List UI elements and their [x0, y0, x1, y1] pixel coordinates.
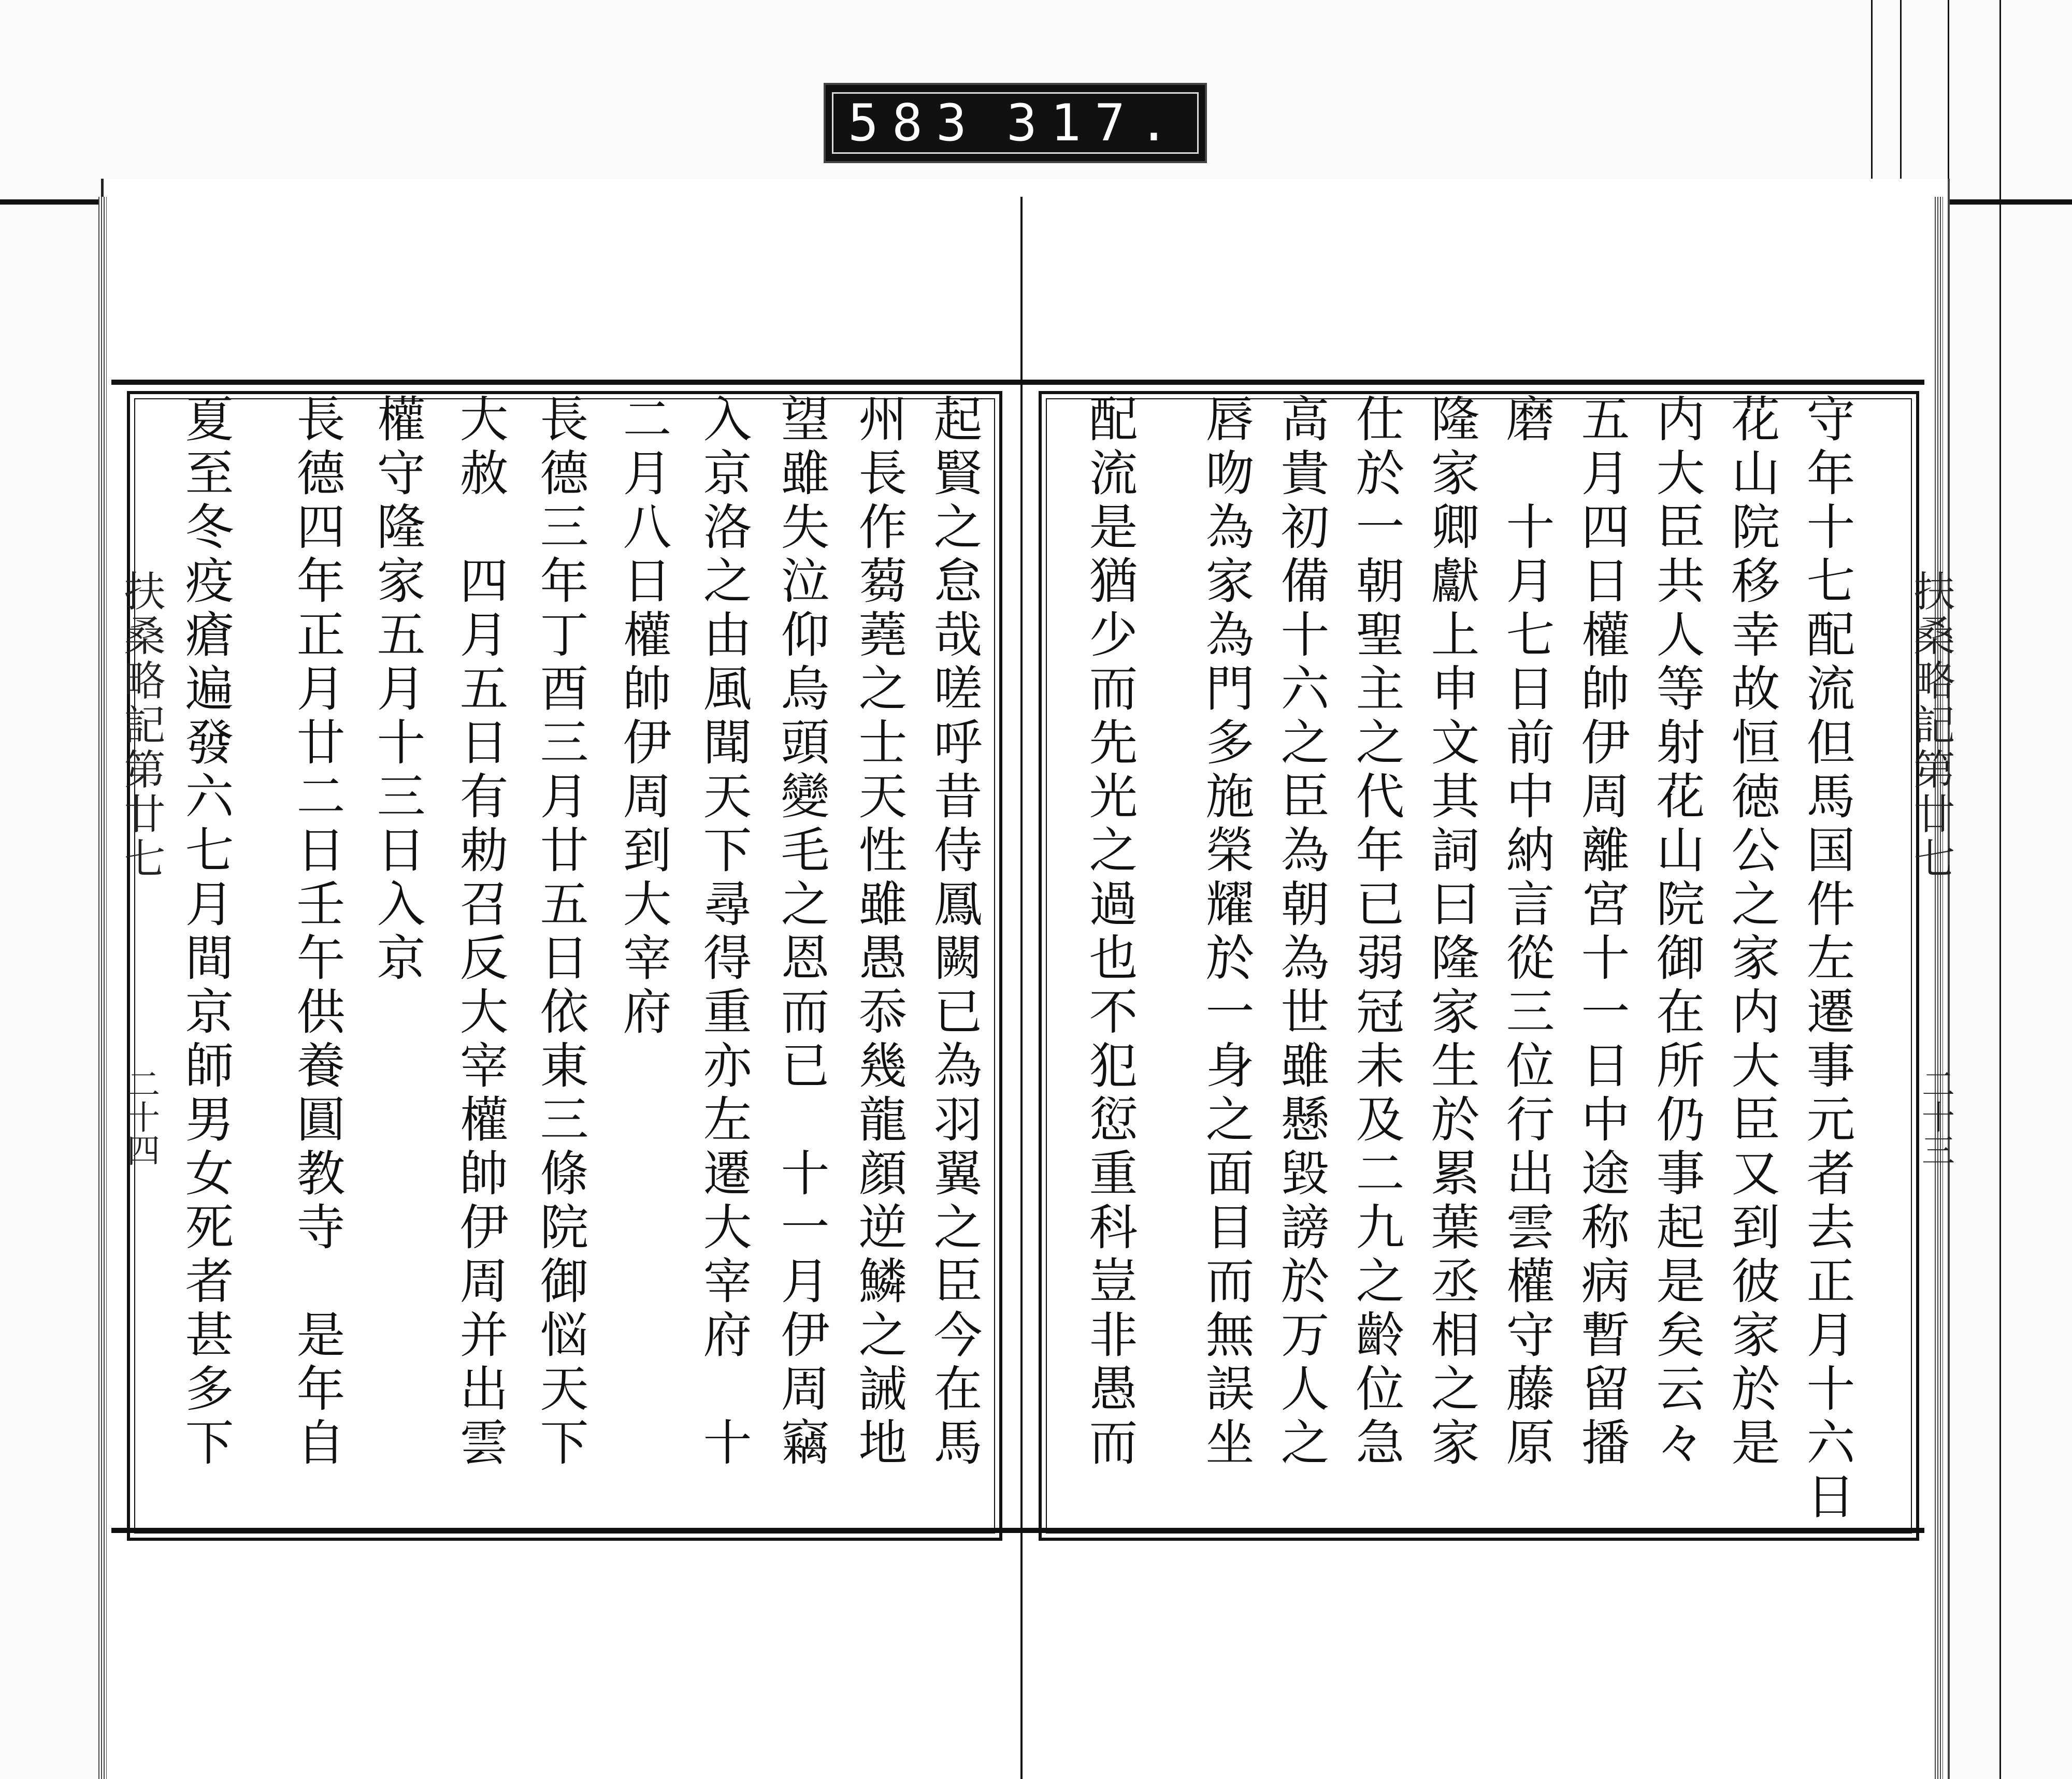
right-column: 唇吻為家為門多施榮耀於一身之面目而無誤坐 [1197, 394, 1254, 1471]
right-column: 高貴初備十六之臣為朝為世雖懸毀謗於万人之 [1272, 394, 1329, 1471]
left-column: 州長作蒭蕘之士天性雖愚忝幾龍顔逆鱗之誡地 [850, 394, 906, 1471]
book-gutter [1020, 197, 1023, 1779]
left-column: 入京洛之由風聞天下尋得重亦左遷大宰府 十 [695, 394, 751, 1471]
right-column: 配流是猶少而先光之過也不犯愆重科豈非愚而 [1081, 394, 1137, 1471]
reel-label [824, 83, 1207, 163]
left-column: 夏至冬疫瘡遍發六七月間京師男女死者甚多下 [177, 394, 233, 1471]
left-column: 起賢之怠哉嗟呼昔侍鳳闕已為羽翼之臣今在馬 [925, 394, 982, 1471]
right-column: 花山院移幸故恒徳公之家内大臣又到彼家於是 [1723, 394, 1779, 1471]
left-page-header: 扶桑略記第廿七 [117, 570, 165, 881]
reel-label-right: 317. [1006, 93, 1183, 153]
scan-edge-line [1999, 0, 2001, 1779]
right-page-header: 扶桑略記第廿七 [1907, 570, 1955, 881]
left-page-number: 二十四 [121, 1067, 160, 1166]
left-column: 二月八日權帥伊周到大宰府 [614, 394, 671, 1040]
left-column: 大赦 四月五日有勅召反大宰權帥伊周并出雲 [451, 394, 508, 1471]
right-page-edges [1935, 197, 1943, 1779]
right-text-frame [1039, 391, 1919, 1541]
left-column: 望雖失泣仰烏頭變毛之恩而已 十一月伊周竊 [772, 394, 829, 1471]
top-border-line [111, 380, 1924, 385]
right-column: 五月四日權帥伊周離宮十一日中途称病暫留播 [1573, 394, 1629, 1471]
reel-label-left: 583 [848, 93, 981, 153]
right-column: 内大臣共人等射花山院御在所仍事起是矣云々 [1648, 394, 1704, 1471]
left-column: 權守隆家五月十三日入京 [368, 394, 425, 986]
right-column: 仕於一朝聖主之代年已弱冠未及二九之齡位急 [1347, 394, 1404, 1471]
left-column: 長德四年正月廿二日壬午供養圓教寺 是年自 [288, 394, 344, 1471]
right-column: 隆家卿獻上申文其詞曰隆家生於累葉丞相之家 [1422, 394, 1479, 1471]
left-page-edges [98, 197, 107, 1779]
right-page-number: 二十三 [1916, 1067, 1954, 1166]
left-column: 長德三年丁酉三月廿五日依東三條院御悩天下 [531, 394, 588, 1471]
right-column: 守年十七配流但馬国件左遷事元者去正月十六日 [1798, 394, 1854, 1525]
right-column: 磨 十月七日前中納言從三位行出雲權守藤原 [1498, 394, 1554, 1471]
